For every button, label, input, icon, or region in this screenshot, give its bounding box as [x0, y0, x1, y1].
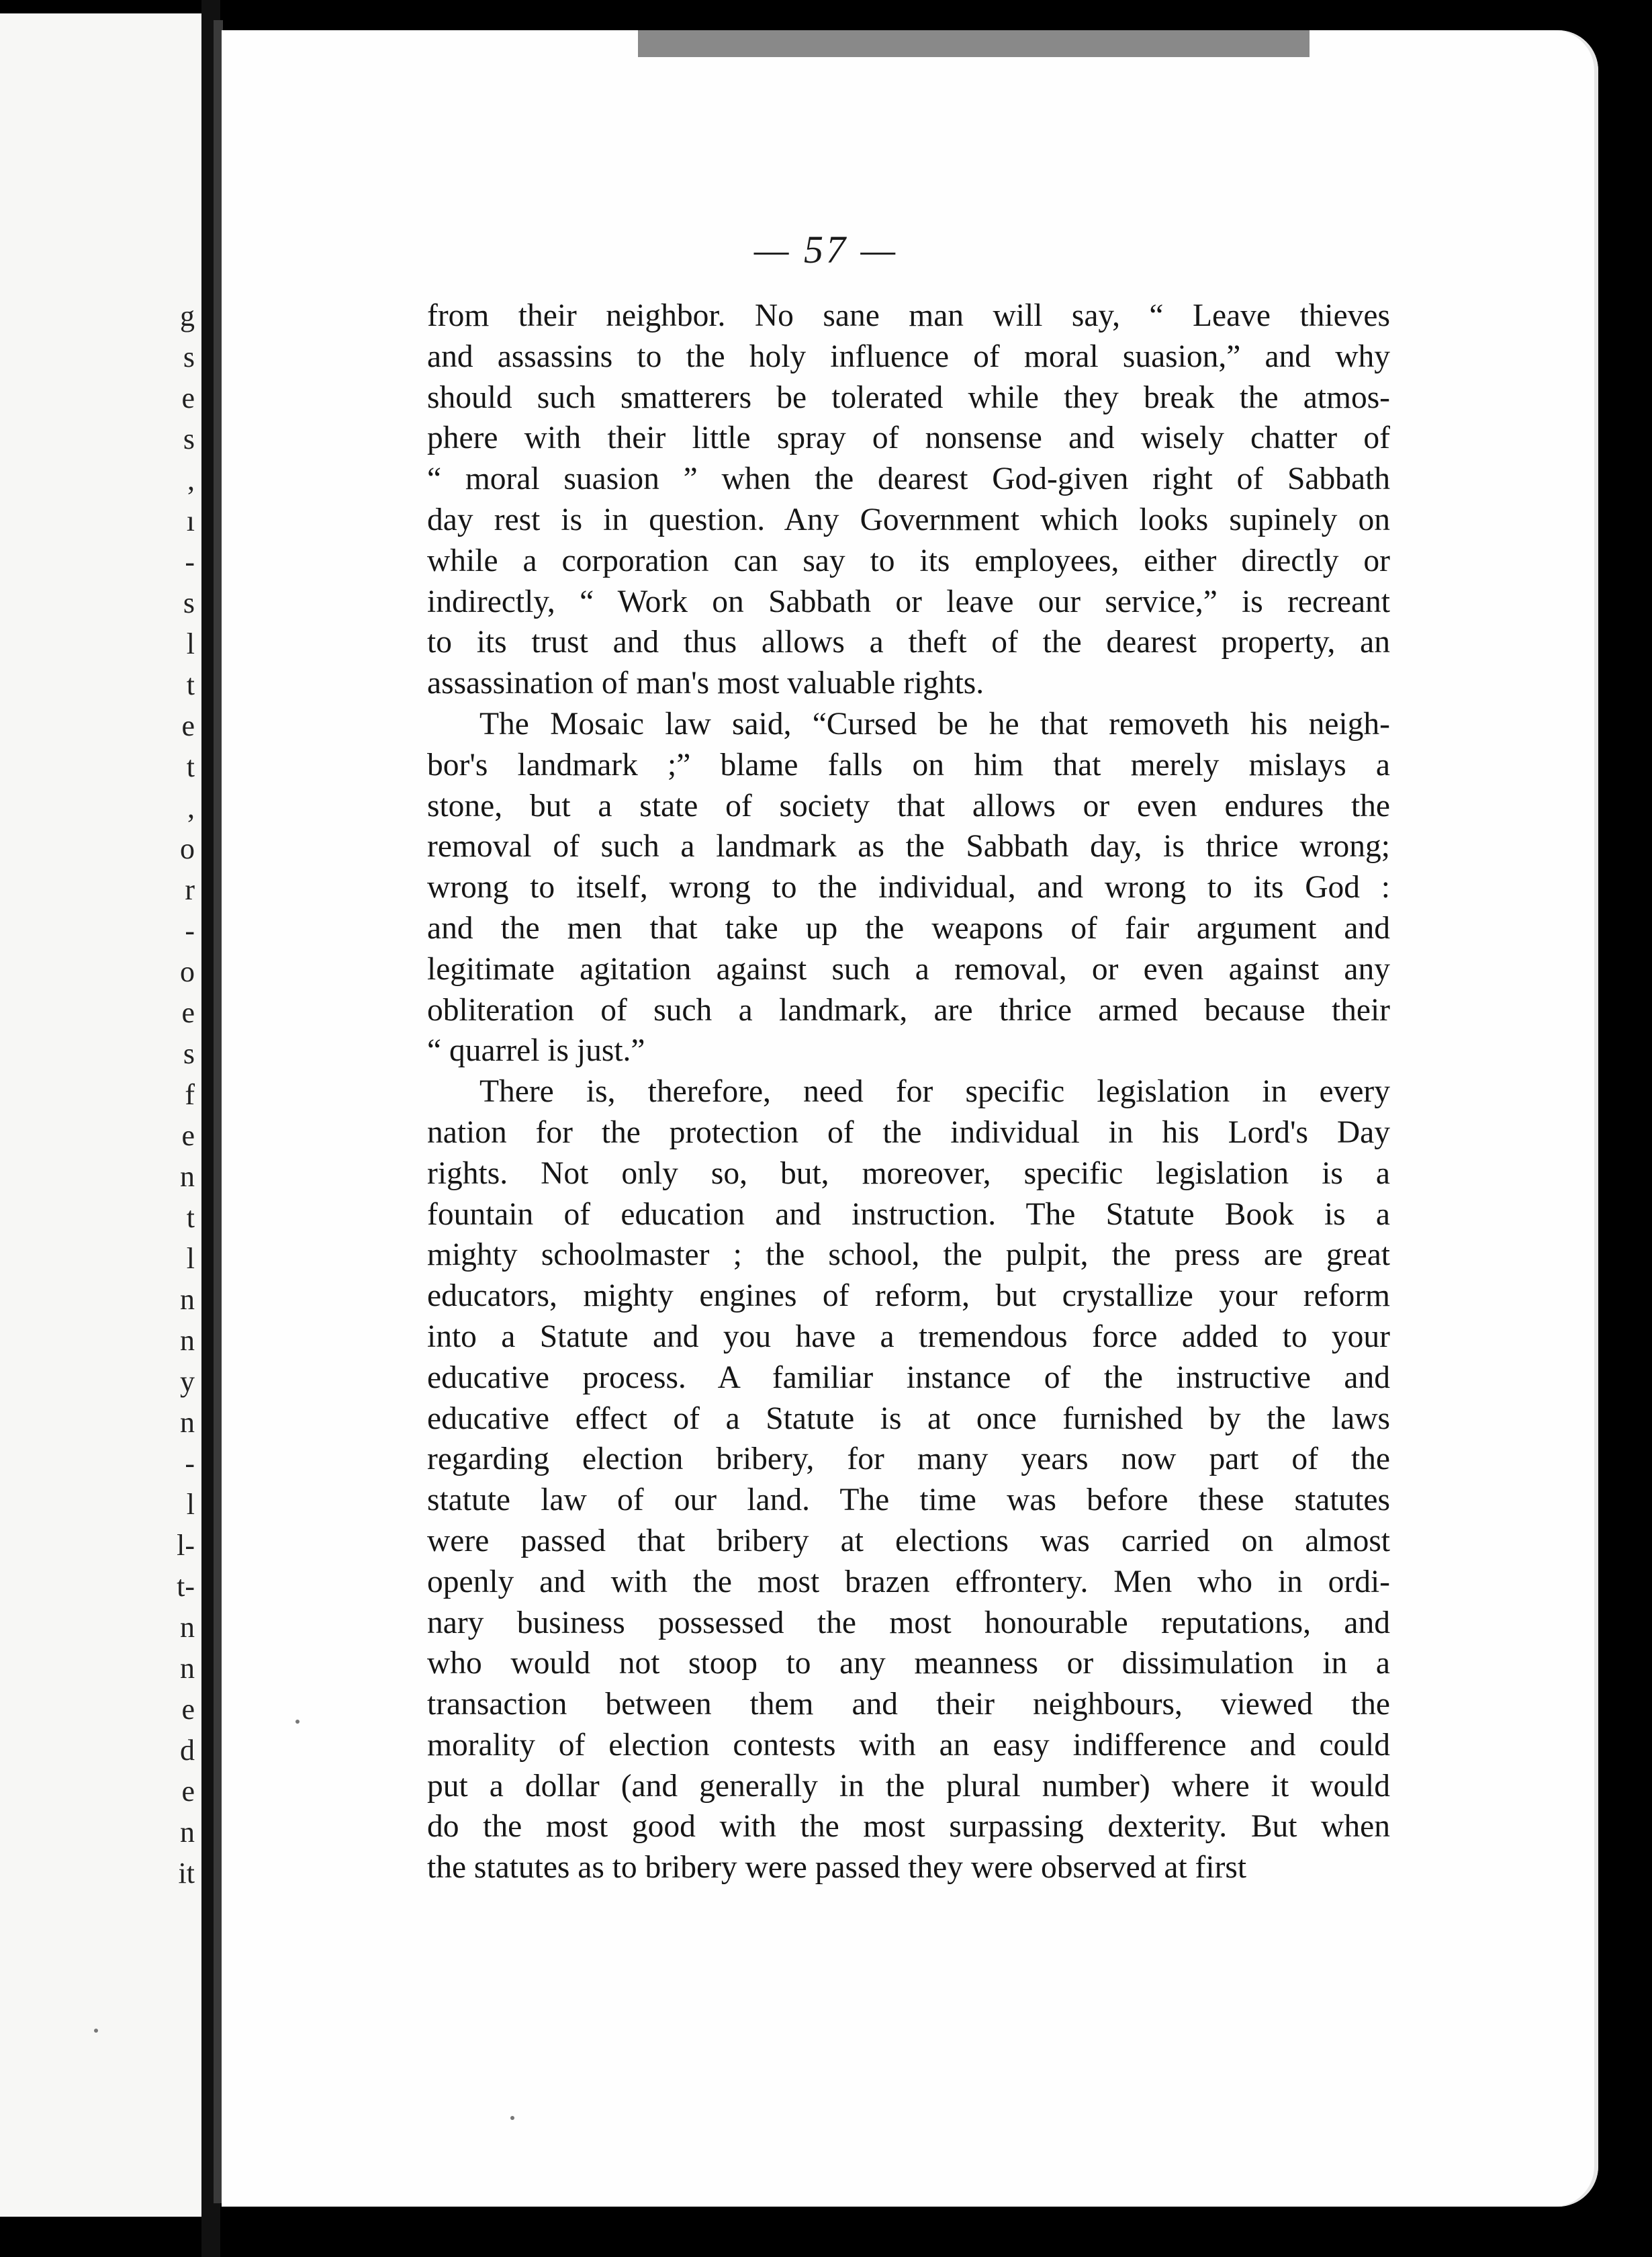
left-margin-fragment: n: [180, 1283, 195, 1316]
left-margin-fragment: ı: [186, 504, 195, 537]
left-margin-fragment: g: [180, 300, 195, 333]
scan-speck: [295, 1720, 300, 1724]
left-page-cut-text: [154, 296, 195, 1894]
text-line: nation for the protection of the individual in his Lord's Day: [427, 1114, 1390, 1150]
left-margin-fragment: t: [186, 668, 195, 701]
text-line: from their neighbor. No sane man will say, “ Leave thieves: [427, 298, 1390, 333]
left-margin-fragment: t: [186, 1201, 195, 1234]
left-margin-fragment: it: [178, 1857, 195, 1890]
text-line: The Mosaic law said, “Cursed be he that removeth his neigh-: [479, 706, 1390, 742]
left-margin-fragment: r: [185, 873, 195, 906]
left-margin-fragment: t: [186, 750, 195, 783]
text-line: legitimate agitation against such a removal, or even against any: [427, 951, 1390, 987]
text-line: educative effect of a Statute is at once furnished by the laws: [427, 1401, 1390, 1436]
text-line: bor's landmark ;” blame falls on him that merely mislays a: [427, 747, 1390, 783]
text-line: put a dollar (and generally in the plural number) where it would: [427, 1768, 1390, 1804]
left-margin-fragment: o: [180, 832, 195, 865]
text-line: morality of election contests with an easy indifference and could: [427, 1727, 1390, 1763]
text-line: into a Statute and you have a tremendous force added to your: [427, 1319, 1390, 1354]
text-line: mighty schoolmaster ; the school, the pulpit, the press are great: [427, 1237, 1390, 1273]
text-line: the statutes as to bribery were passed they were observed at first: [427, 1850, 1247, 1886]
scan-top-strip: [638, 30, 1310, 57]
left-margin-fragment: e: [181, 996, 195, 1029]
text-line: educators, mighty engines of reform, but crystallize your reform: [427, 1278, 1390, 1314]
text-line: removal of such a landmark as the Sabbath day, is thrice wrong;: [427, 829, 1390, 865]
text-line: “ moral suasion ” when the dearest God-given right of Sabbath: [427, 461, 1390, 497]
text-line: statute law of our land. The time was before these statutes: [427, 1482, 1390, 1518]
left-margin-fragment: s: [183, 586, 195, 619]
left-margin-fragment: n: [180, 1324, 195, 1357]
text-line: obliteration of such a landmark, are thrice armed because their: [427, 992, 1390, 1028]
text-line: phere with their little spray of nonsense and wisely chatter of: [427, 421, 1390, 456]
text-line: educative process. A familiar instance of the instructive and: [427, 1360, 1390, 1395]
text-line: wrong to itself, wrong to the individual, and wrong to its God :: [427, 870, 1390, 905]
text-line: should such smatterers be tolerated while they break the atmos-: [427, 380, 1390, 415]
page-number: — 57 —: [753, 228, 899, 271]
left-margin-fragment: s: [183, 1037, 195, 1070]
left-margin-fragment: -: [185, 914, 195, 947]
text-line: regarding election bribery, for many years now part of the: [427, 1442, 1390, 1477]
left-margin-fragment: e: [181, 1693, 195, 1726]
text-line: stone, but a state of society that allows or even endures the: [427, 788, 1390, 824]
paragraph: [427, 296, 1390, 704]
left-margin-fragment: n: [180, 1816, 195, 1849]
text-line: rights. Not only so, but, moreover, specific legislation is a: [427, 1155, 1390, 1191]
left-margin-fragment: n: [180, 1406, 195, 1439]
text-line: were passed that bribery at elections was carried on almost: [427, 1523, 1390, 1558]
text-line: fountain of education and instruction. The Statute Book is a: [427, 1196, 1390, 1232]
text-line: to its trust and thus allows a theft of the dearest property, an: [427, 625, 1390, 660]
text-line: and the men that take up the weapons of fair argument and: [427, 910, 1390, 946]
left-margin-fragment: l: [186, 1488, 195, 1521]
left-margin-fragment: e: [181, 709, 195, 742]
text-line: who would not stoop to any meanness or dissimulation in a: [427, 1646, 1390, 1681]
left-margin-fragment: s: [183, 341, 195, 373]
left-margin-fragment: l: [186, 627, 195, 660]
text-line: and assassins to the holy influence of moral suasion,” and why: [427, 339, 1390, 374]
body-text: [427, 296, 1390, 1888]
scan-speck: [94, 2029, 98, 2033]
left-margin-fragment: e: [181, 1119, 195, 1152]
left-margin-fragment: ,: [187, 791, 195, 824]
paragraph: [427, 704, 1390, 1071]
text-line: while a corporation can say to its employees, either directly or: [427, 543, 1390, 578]
left-margin-fragment: n: [180, 1160, 195, 1193]
text-line: There is, therefore, need for specific legislation in every: [479, 1074, 1390, 1110]
left-margin-fragment: n: [180, 1611, 195, 1644]
left-margin-fragment: l-: [177, 1529, 195, 1562]
paragraph: [427, 1071, 1390, 1888]
left-margin-fragment: o: [180, 955, 195, 988]
left-margin-fragment: s: [183, 423, 195, 455]
left-margin-fragment: n: [180, 1652, 195, 1685]
left-facing-page: [0, 13, 201, 2217]
text-line: indirectly, “ Work on Sabbath or leave our service,” is recreant: [427, 584, 1390, 619]
left-margin-fragment: e: [181, 382, 195, 414]
left-margin-fragment: l: [186, 1242, 195, 1275]
text-line: day rest is in question. Any Government which looks supinely on: [427, 502, 1390, 537]
left-margin-fragment: ,: [187, 463, 195, 496]
left-margin-fragment: -: [185, 1447, 195, 1480]
text-line: nary business possessed the most honourable reputations, and: [427, 1605, 1390, 1640]
left-margin-fragment: -: [185, 545, 195, 578]
left-margin-fragment: d: [180, 1734, 195, 1767]
text-line: openly and with the most brazen effrontery. Men who in ordi-: [427, 1564, 1390, 1599]
text-line: do the most good with the most surpassing dexterity. But when: [427, 1809, 1390, 1845]
text-line: assassination of man's most valuable rights.: [427, 666, 984, 701]
text-line: transaction between them and their neighbours, viewed the: [427, 1687, 1390, 1722]
scan-speck: [510, 2116, 514, 2120]
text-line: “ quarrel is just.”: [427, 1033, 645, 1069]
left-margin-fragment: t-: [177, 1570, 195, 1603]
left-margin-fragment: e: [181, 1775, 195, 1808]
left-margin-fragment: y: [180, 1365, 195, 1398]
left-margin-fragment: f: [185, 1078, 195, 1111]
